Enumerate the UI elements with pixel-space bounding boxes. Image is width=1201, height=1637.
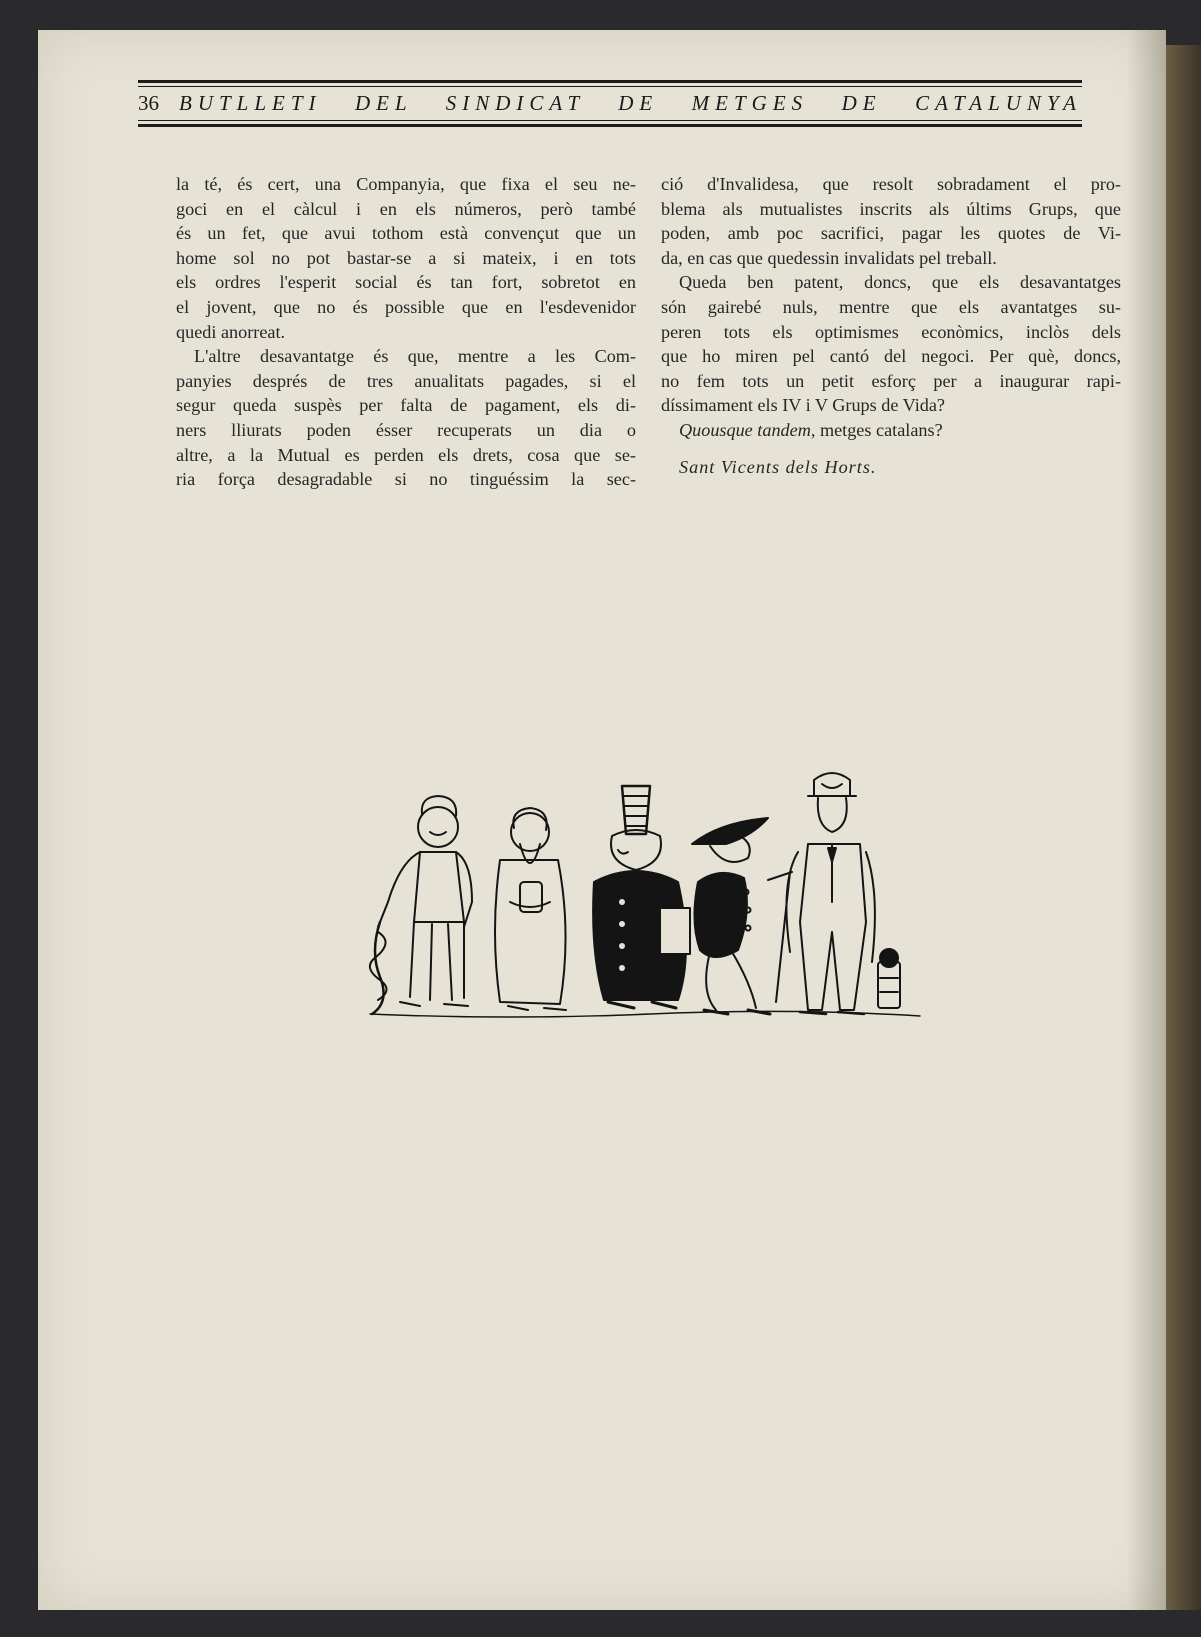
text-line: panyies després de tres anualitats pagades, si el: [176, 370, 636, 391]
text-line: la té, és cert, una Companyia, que fixa el seu ne-: [176, 174, 636, 194]
page-number: 36: [138, 90, 159, 115]
quote-line: [661, 418, 1121, 443]
signature: Sant Vicents dels Horts.: [679, 456, 877, 477]
header-line: [138, 88, 1082, 118]
header-rule-top-thick: [138, 80, 1082, 83]
text-line: home sol no pot bastar-se a si mateix, i en tots: [176, 247, 636, 268]
text-line: que ho miren pel cantó del negoci. Per què, doncs,: [661, 346, 1121, 367]
adjacent-page-edge: [1166, 45, 1201, 1610]
text-line: L'altre desavantatge és que, mentre a les Com-: [194, 346, 636, 367]
text-line: goci en el càlcul i en els números, però també: [176, 198, 636, 219]
header-rule-bottom-thick: [138, 124, 1082, 127]
text-line: quedi anorreat.: [176, 321, 286, 342]
left-column: [176, 172, 636, 492]
right-column: [661, 172, 1121, 479]
text-line: el jovent, que no és possible que en l'esdevenidor: [176, 296, 636, 317]
text-line: peren tots els optimismes econòmics, inclòs dels: [661, 321, 1121, 342]
text-line: da, en cas que quedessin invalidats pel treball.: [661, 247, 997, 268]
text-line: Queda ben patent, doncs, que els desavantatges: [679, 272, 1121, 293]
text-line: blema als mutualistes inscrits als últims Grups, que: [661, 198, 1121, 219]
text-line: ners lliurats poden ésser recuperats un dia o: [176, 419, 636, 440]
text-line: ció d'Invalidesa, que resolt sobradament el pro-: [661, 174, 1121, 194]
text-line: altre, a la Mutual es perden els drets, cosa que se-: [176, 444, 636, 465]
text-line: els ordres l'esperit social és tan fort, sobretot en: [176, 272, 636, 293]
running-header: [138, 52, 1082, 115]
text-line: són gairebé nuls, mentre que els avantatges su-: [661, 296, 1121, 317]
text-line: díssimament els IV i V Grups de Vida?: [661, 395, 945, 416]
quote-rest: metges catalans?: [815, 419, 943, 440]
text-line: ria força desagradable si no tinguéssim la sec-: [176, 469, 636, 490]
text-line: no fem tots un petit esforç per a inaugurar rapi-: [661, 370, 1121, 391]
page-shadow: [1126, 30, 1166, 1610]
journal-title: BUTLLETI DEL SINDICAT DE METGES DE CATALUNYA: [179, 90, 1082, 115]
text-line: és un fet, que avui tothom està convençut que un: [176, 223, 636, 244]
quote-latin: Quousque tandem,: [679, 419, 816, 440]
text-line: poden, amb poc sacrifici, pagar les quotes de Vi-: [661, 223, 1121, 244]
header-rule-bottom-thin: [138, 120, 1082, 121]
caricature-figures-icon: [360, 752, 926, 1070]
header-rule-top-thin: [138, 86, 1082, 87]
text-line: segur queda suspès per falta de pagament, els di-: [176, 395, 636, 416]
